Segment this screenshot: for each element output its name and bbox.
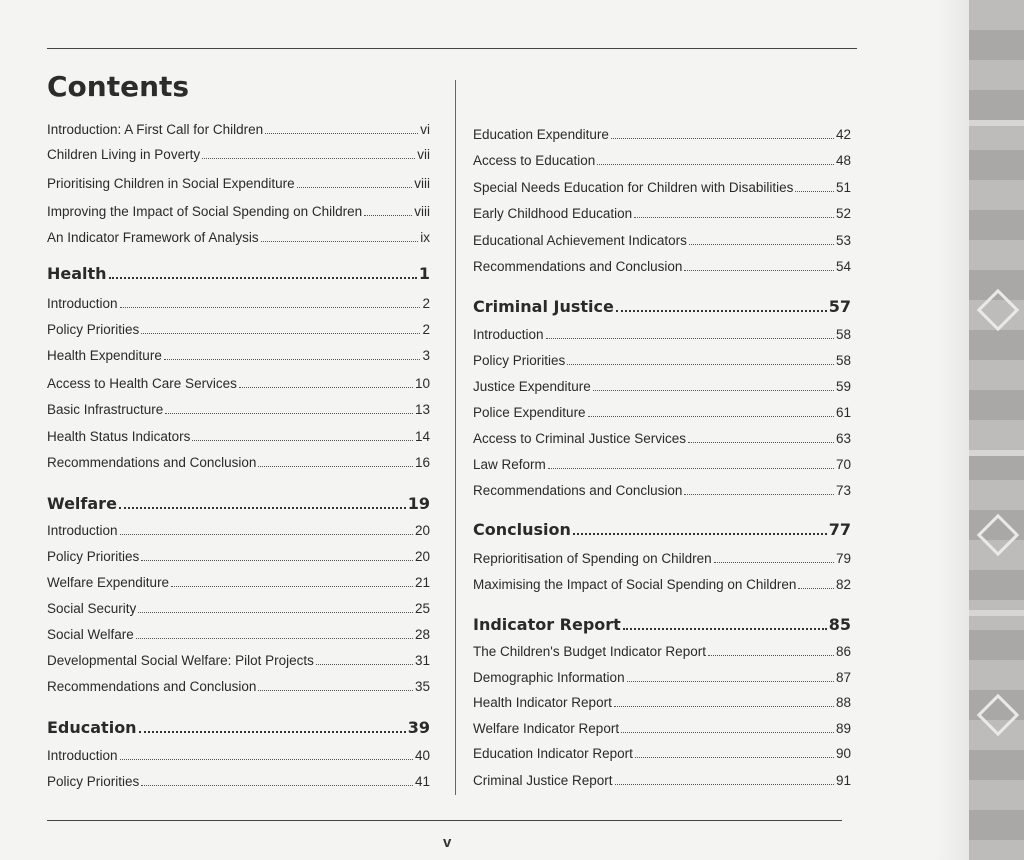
dot-leader xyxy=(615,773,834,785)
toc-entry-page: 1 xyxy=(418,264,430,283)
toc-entry-label: Special Needs Education for Children with Disabilities xyxy=(473,180,794,195)
toc-entry-label: Educational Achievement Indicators xyxy=(473,233,687,248)
toc-entry-page: 70 xyxy=(835,457,851,472)
dot-leader xyxy=(627,670,834,682)
toc-entry-page: 40 xyxy=(414,748,430,763)
toc-entry-label: Education xyxy=(47,718,137,737)
toc-entry-page: 91 xyxy=(835,773,851,788)
toc-entry-page: 2 xyxy=(422,296,430,311)
toc-entry-label: Introduction: A First Call for Children xyxy=(47,122,264,137)
dot-leader xyxy=(623,616,827,630)
toc-entry-page: 77 xyxy=(828,520,851,539)
toc-entry-page: 10 xyxy=(414,376,430,391)
toc-entry-label: Developmental Social Welfare: Pilot Projects xyxy=(47,653,314,668)
toc-entry xyxy=(47,428,430,446)
toc-entry-label: Improving the Impact of Social Spending on Children xyxy=(47,204,363,219)
dot-leader xyxy=(614,695,834,707)
toc-entry xyxy=(473,258,851,276)
dot-leader xyxy=(689,233,834,245)
dot-leader xyxy=(139,719,406,733)
toc-entry xyxy=(473,430,851,448)
dot-leader xyxy=(684,483,834,495)
toc-entry-label: Policy Priorities xyxy=(47,774,140,789)
toc-entry xyxy=(473,772,851,790)
toc-entry-page: 14 xyxy=(414,429,430,444)
toc-entry-label: Prioritising Children in Social Expenditure xyxy=(47,176,295,191)
toc-entry xyxy=(473,378,851,396)
toc-entry-page: 39 xyxy=(407,718,430,737)
dot-leader xyxy=(164,348,421,360)
toc-entry-label: Basic Infrastructure xyxy=(47,402,164,417)
dot-leader xyxy=(364,204,412,216)
toc-entry-page: 57 xyxy=(828,297,851,316)
toc-entry-label: Access to Criminal Justice Services xyxy=(473,431,687,446)
toc-entry xyxy=(47,747,430,765)
dot-leader xyxy=(316,653,413,665)
toc-entry xyxy=(473,352,851,370)
toc-entry-label: Social Security xyxy=(47,601,137,616)
toc-entry-page: 35 xyxy=(414,679,430,694)
dot-leader xyxy=(798,577,834,589)
dot-leader xyxy=(120,523,413,535)
toc-entry-label: The Children's Budget Indicator Report xyxy=(473,644,706,659)
toc-entry-label: Recommendations and Conclusion xyxy=(47,455,257,470)
toc-entry-label: Health Status Indicators xyxy=(47,429,191,444)
dot-leader xyxy=(258,679,413,691)
dot-leader xyxy=(202,147,415,159)
toc-entry-page: 58 xyxy=(835,353,851,368)
toc-entry-label: Police Expenditure xyxy=(473,405,586,420)
dot-leader xyxy=(795,180,834,192)
toc-section-heading xyxy=(47,719,430,737)
toc-entry-page: 20 xyxy=(414,549,430,564)
toc-entry xyxy=(473,456,851,474)
toc-entry xyxy=(473,550,851,568)
toc-entry-page: 19 xyxy=(407,494,430,513)
toc-section-heading xyxy=(473,298,851,316)
toc-entry-label: Health xyxy=(47,264,107,283)
toc-entry-page: 20 xyxy=(414,523,430,538)
toc-entry-label: Health Expenditure xyxy=(47,348,162,363)
toc-entry-page: vii xyxy=(417,147,430,162)
toc-entry xyxy=(473,179,851,197)
toc-entry xyxy=(473,152,851,170)
dot-leader xyxy=(621,721,834,733)
toc-right-column xyxy=(473,0,851,860)
toc-entry-page: 2 xyxy=(422,322,430,337)
toc-entry xyxy=(47,375,430,393)
toc-entry xyxy=(473,669,851,687)
toc-entry-label: Access to Education xyxy=(473,153,596,168)
toc-entry-label: Demographic Information xyxy=(473,670,625,685)
toc-entry xyxy=(47,548,430,566)
toc-entry-page: 31 xyxy=(414,653,430,668)
toc-entry-label: Education Expenditure xyxy=(473,127,609,142)
dot-leader xyxy=(141,322,420,334)
toc-entry xyxy=(47,574,430,592)
column-divider xyxy=(455,80,456,795)
toc-entry-label: Introduction xyxy=(473,327,544,342)
toc-section-heading xyxy=(473,616,851,634)
dot-leader xyxy=(635,746,834,758)
dot-leader xyxy=(239,376,413,388)
toc-entry-label: Policy Priorities xyxy=(47,322,140,337)
toc-entry xyxy=(473,643,851,661)
dot-leader xyxy=(611,127,834,139)
dot-leader xyxy=(548,457,834,469)
toc-section-heading xyxy=(47,265,430,283)
toc-entry-label: Conclusion xyxy=(473,520,571,539)
dot-leader xyxy=(708,644,834,656)
toc-entry xyxy=(47,229,430,247)
toc-left-column xyxy=(47,0,430,860)
dot-leader xyxy=(119,495,406,509)
toc-entry xyxy=(473,404,851,422)
toc-entry-page: 41 xyxy=(414,774,430,789)
dot-leader xyxy=(136,627,413,639)
toc-entry xyxy=(47,600,430,618)
toc-entry-page: 61 xyxy=(835,405,851,420)
toc-entry xyxy=(473,720,851,738)
toc-entry-label: Recommendations and Conclusion xyxy=(473,259,683,274)
toc-entry xyxy=(47,454,430,472)
toc-entry xyxy=(47,652,430,670)
toc-entry xyxy=(473,126,851,144)
toc-entry-page: 59 xyxy=(835,379,851,394)
dot-leader xyxy=(141,549,413,561)
toc-entry xyxy=(47,146,430,164)
toc-entry-label: Introduction xyxy=(47,748,118,763)
dot-leader xyxy=(684,259,834,271)
toc-entry xyxy=(47,203,430,221)
toc-entry-page: 3 xyxy=(422,348,430,363)
dot-leader xyxy=(567,353,834,365)
toc-entry-label: Reprioritisation of Spending on Children xyxy=(473,551,712,566)
toc-entry-page: 21 xyxy=(414,575,430,590)
dot-leader xyxy=(258,455,413,467)
toc-entry xyxy=(47,321,430,339)
dot-leader xyxy=(714,551,834,563)
toc-entry-page: 42 xyxy=(835,127,851,142)
toc-entry xyxy=(473,576,851,594)
toc-entry xyxy=(473,326,851,344)
dot-leader xyxy=(120,748,413,760)
dot-leader xyxy=(261,230,419,242)
toc-entry xyxy=(473,745,851,763)
toc-entry xyxy=(47,626,430,644)
toc-entry-page: 13 xyxy=(414,402,430,417)
dot-leader xyxy=(138,601,413,613)
toc-section-heading xyxy=(473,521,851,539)
toc-entry xyxy=(47,347,430,365)
toc-entry-page: 73 xyxy=(835,483,851,498)
toc-entry-page: 48 xyxy=(835,153,851,168)
toc-entry-label: Policy Priorities xyxy=(47,549,140,564)
toc-entry-label: Introduction xyxy=(47,523,118,538)
toc-entry-page: 51 xyxy=(835,180,851,195)
toc-entry xyxy=(473,694,851,712)
toc-entry-page: 16 xyxy=(414,455,430,470)
toc-entry-label: An Indicator Framework of Analysis xyxy=(47,230,259,245)
toc-entry xyxy=(47,295,430,313)
toc-entry-page: viii xyxy=(414,204,430,219)
toc-entry xyxy=(47,678,430,696)
toc-entry-page: 58 xyxy=(835,327,851,342)
toc-entry-label: Criminal Justice Report xyxy=(473,773,613,788)
toc-entry-label: Recommendations and Conclusion xyxy=(47,679,257,694)
toc-entry-label: Education Indicator Report xyxy=(473,746,633,761)
toc-entry xyxy=(47,175,430,193)
toc-entry xyxy=(47,401,430,419)
toc-entry-page: 85 xyxy=(828,615,851,634)
toc-entry-page: 87 xyxy=(835,670,851,685)
toc-entry-label: Welfare Indicator Report xyxy=(473,721,620,736)
toc-entry xyxy=(473,232,851,250)
toc-entry-page: 53 xyxy=(835,233,851,248)
toc-entry xyxy=(47,522,430,540)
toc-entry-label: Criminal Justice xyxy=(473,297,614,316)
toc-entry-label: Justice Expenditure xyxy=(473,379,591,394)
dot-leader xyxy=(265,122,418,134)
toc-entry-page: 86 xyxy=(835,644,851,659)
dot-leader xyxy=(546,327,834,339)
page-number: v xyxy=(443,834,452,851)
toc-entry xyxy=(473,205,851,223)
dot-leader xyxy=(171,575,413,587)
toc-entry-label: Law Reform xyxy=(473,457,546,472)
toc-entry-label: Introduction xyxy=(47,296,118,311)
toc-entry-label: Recommendations and Conclusion xyxy=(473,483,683,498)
toc-entry-label: Welfare Expenditure xyxy=(47,575,170,590)
toc-entry-page: 89 xyxy=(835,721,851,736)
dot-leader xyxy=(109,265,417,279)
toc-entry-page: 88 xyxy=(835,695,851,710)
dot-leader xyxy=(597,153,834,165)
dot-leader xyxy=(593,379,834,391)
dot-leader xyxy=(192,429,413,441)
toc-entry-page: 25 xyxy=(414,601,430,616)
toc-entry-label: Health Indicator Report xyxy=(473,695,612,710)
contents-title: Contents xyxy=(47,70,190,103)
toc-entry-page: 82 xyxy=(835,577,851,592)
toc-entry-page: 79 xyxy=(835,551,851,566)
toc-entry-label: Children Living in Poverty xyxy=(47,147,201,162)
dot-leader xyxy=(616,298,827,312)
dot-leader xyxy=(165,402,413,414)
dot-leader xyxy=(634,206,834,218)
bottom-rule xyxy=(47,820,842,821)
toc-entry-label: Policy Priorities xyxy=(473,353,566,368)
dot-leader xyxy=(688,431,834,443)
next-page-pattern-strip xyxy=(969,0,1024,860)
toc-entry-label: Social Welfare xyxy=(47,627,134,642)
toc-entry-page: 52 xyxy=(835,206,851,221)
toc-entry-page: ix xyxy=(420,230,430,245)
toc-section-heading xyxy=(47,495,430,513)
toc-entry xyxy=(47,121,430,139)
toc-entry-page: 63 xyxy=(835,431,851,446)
toc-entry-page: vi xyxy=(420,122,430,137)
toc-entry xyxy=(47,773,430,791)
dot-leader xyxy=(141,774,413,786)
toc-entry-label: Early Childhood Education xyxy=(473,206,633,221)
toc-entry xyxy=(473,482,851,500)
dot-leader xyxy=(588,405,834,417)
toc-entry-label: Access to Health Care Services xyxy=(47,376,237,391)
toc-entry-label: Welfare xyxy=(47,494,117,513)
toc-entry-label: Maximising the Impact of Social Spending on Children xyxy=(473,577,797,592)
dot-leader xyxy=(120,296,421,308)
dot-leader xyxy=(297,176,413,188)
toc-entry-page: 28 xyxy=(414,627,430,642)
toc-entry-page: viii xyxy=(414,176,430,191)
toc-entry-label: Indicator Report xyxy=(473,615,621,634)
toc-entry-page: 54 xyxy=(835,259,851,274)
toc-entry-page: 90 xyxy=(835,746,851,761)
dot-leader xyxy=(573,521,827,535)
